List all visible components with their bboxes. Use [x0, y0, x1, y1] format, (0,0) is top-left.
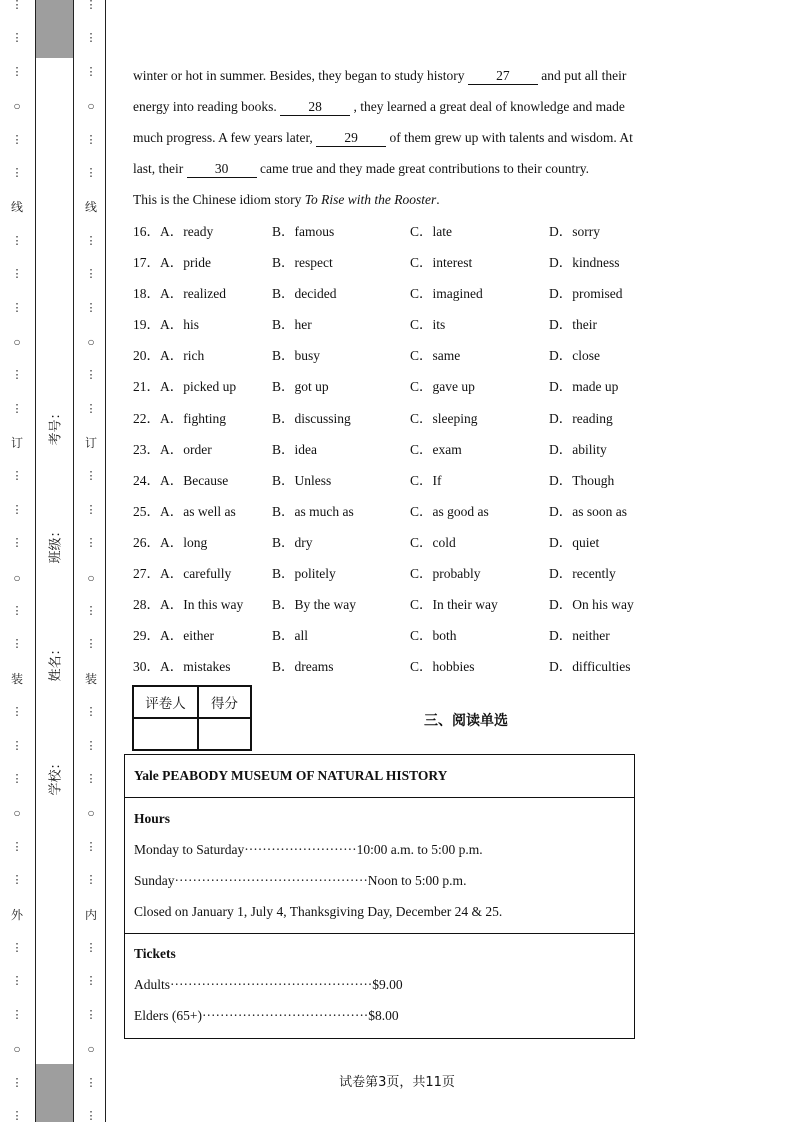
passage-line: last, their 30 came true and they made great contributions to their country.: [133, 161, 590, 176]
option-text: A．pride: [160, 255, 211, 271]
binding-dots: ⋮: [11, 739, 23, 752]
option-text: A．rich: [160, 348, 205, 364]
question-row: [133, 344, 693, 375]
binding-label: 订: [11, 436, 24, 451]
binding-dots: ⋮: [11, 537, 23, 550]
option-a: [133, 531, 207, 555]
option-d: D．recently: [549, 566, 616, 582]
answer-options: [133, 220, 693, 686]
binding-dots: ⋮: [85, 874, 97, 887]
binding-dots: ⋮: [85, 941, 97, 954]
binding-circle: ○: [13, 570, 21, 585]
option-a: [133, 624, 214, 648]
binding-dots: ⋮: [11, 402, 23, 415]
option-c: C．hobbies: [410, 659, 475, 675]
hours-row: Closed on January 1, July 4, Thanksgiving Day, December 24 & 25.: [134, 904, 503, 919]
grader-cell: [133, 718, 198, 750]
binding-dots: ⋮: [11, 234, 23, 247]
option-d: D．their: [549, 317, 597, 333]
binding-dots: ⋮: [85, 537, 97, 550]
question-row: [133, 469, 693, 500]
binding-dots: ⋮: [11, 268, 23, 281]
option-a: [133, 282, 226, 306]
binding-dots: ⋮: [11, 975, 23, 988]
option-b: B．all: [272, 628, 308, 644]
cloze-passage: [133, 64, 663, 219]
idiom-title: To Rise with the Rooster: [304, 192, 437, 207]
passage-line: winter or hot in summer. Besides, they began to study history 27 and put all their: [133, 68, 627, 83]
option-c: C．as good as: [410, 503, 489, 519]
option-d: D．kindness: [549, 255, 620, 271]
binding-circle: ○: [87, 99, 95, 114]
question-number: 22．: [133, 410, 160, 426]
option-d: D．as soon as: [549, 503, 627, 519]
question-number: 23．: [133, 441, 160, 457]
museum-notice: [124, 754, 635, 1039]
option-text: A．long: [160, 534, 208, 550]
binding-dots: ⋮: [11, 772, 23, 785]
grader-label: 评卷人: [133, 686, 198, 718]
option-b: B．as much as: [272, 503, 354, 519]
binding-dots: ⋮: [11, 941, 23, 954]
option-c: C．both: [410, 628, 457, 644]
option-a: [133, 562, 231, 586]
option-b: B．discussing: [272, 410, 351, 426]
option-d: D．quiet: [549, 534, 600, 550]
binding-dots: ⋮: [85, 706, 97, 719]
binding-circle: ○: [13, 334, 21, 349]
option-text: A．fighting: [160, 410, 226, 426]
binding-dots: ⋮: [11, 503, 23, 516]
option-b: B．By the way: [272, 597, 356, 613]
score-label: 得分: [198, 686, 251, 718]
binding-dots: ⋮: [11, 840, 23, 853]
binding-dots: ⋮: [85, 268, 97, 281]
binding-strip-top-shade: [35, 0, 74, 58]
option-d: D．promised: [549, 286, 623, 302]
option-text: A．mistakes: [160, 659, 231, 675]
binding-label: 订: [85, 436, 98, 451]
option-text: A．order: [160, 441, 212, 457]
score-box: [132, 685, 252, 751]
inner-binding-dots: [85, 0, 98, 1122]
option-b: B．busy: [272, 348, 321, 364]
option-d: D．difficulties: [549, 659, 631, 675]
binding-dots: ⋮: [85, 470, 97, 483]
blank-29: 29: [316, 130, 386, 147]
question-number: 18．: [133, 286, 160, 302]
binding-dots: ⋮: [11, 0, 23, 11]
binding-dots: ⋮: [11, 166, 23, 179]
binding-circle: ○: [87, 1042, 95, 1057]
name-field: 姓名：: [48, 642, 64, 682]
hours-section: [125, 798, 634, 934]
binding-dots: ⋮: [85, 32, 97, 45]
exam-number-field: 考号：: [48, 406, 64, 446]
binding-dots: ⋮: [85, 234, 97, 247]
binding-label: 外: [11, 907, 24, 922]
option-d: D．ability: [549, 441, 607, 457]
museum-name: Yale PEABODY MUSEUM OF NATURAL HISTORY: [125, 755, 634, 798]
binding-circle: ○: [87, 334, 95, 349]
binding-dots: ⋮: [11, 133, 23, 146]
binding-label: 线: [11, 200, 24, 215]
binding-dots: ⋮: [85, 65, 97, 78]
ticket-row: Adults·············································$9.00: [134, 977, 403, 992]
binding-dots: ⋮: [85, 1109, 97, 1122]
tickets-label: Tickets: [134, 946, 176, 961]
option-a: [133, 500, 236, 524]
binding-label: 线: [85, 200, 98, 215]
option-b: B．idea: [272, 441, 317, 457]
binding-dots: ⋮: [11, 369, 23, 382]
binding-dots: ⋮: [85, 133, 97, 146]
binding-dots: ⋮: [11, 1109, 23, 1122]
section-title: 三、阅读单选: [424, 713, 508, 729]
hours-label: Hours: [134, 811, 171, 826]
question-number: 17．: [133, 255, 160, 271]
binding-dots: ⋮: [11, 32, 23, 45]
option-c: C．sleeping: [410, 410, 478, 426]
option-text: A．ready: [160, 224, 214, 239]
option-c: C．probably: [410, 566, 481, 582]
blank-30: 30: [187, 161, 257, 178]
ticket-row: Elders (65+)·····································$8.00: [134, 1008, 399, 1023]
option-d: D．sorry: [549, 224, 600, 239]
option-text: A．Because: [160, 472, 229, 488]
binding-dots: ⋮: [11, 1008, 23, 1021]
binding-dots: ⋮: [85, 739, 97, 752]
option-text: A．his: [160, 317, 200, 333]
outer-binding-dots: [11, 0, 24, 1122]
binding-dots: ⋮: [85, 840, 97, 853]
binding-dots: ⋮: [85, 301, 97, 314]
binding-dots: ⋮: [11, 301, 23, 314]
option-a: [133, 313, 199, 337]
question-number: 30．: [133, 659, 160, 675]
binding-dots: ⋮: [11, 638, 23, 651]
question-row: [133, 251, 693, 282]
binding-circle: ○: [13, 99, 21, 114]
option-text: A．as well as: [160, 503, 236, 519]
question-row: [133, 407, 693, 438]
option-c: C．cold: [410, 534, 456, 550]
option-b: B．famous: [272, 224, 335, 239]
option-a: [133, 220, 213, 244]
binding-dots: ⋮: [85, 503, 97, 516]
question-row: [133, 624, 693, 655]
binding-line: [105, 0, 106, 1122]
option-c: C．gave up: [410, 379, 475, 395]
option-d: D．Though: [549, 472, 615, 488]
option-c: C．its: [410, 317, 446, 333]
question-row: [133, 500, 693, 531]
question-row: [133, 531, 693, 562]
binding-dots: ⋮: [85, 0, 97, 11]
option-d: D．close: [549, 348, 600, 364]
option-b: B．got up: [272, 379, 329, 395]
option-a: [133, 655, 231, 679]
question-row: [133, 562, 693, 593]
option-a: [133, 469, 228, 493]
binding-dots: ⋮: [11, 605, 23, 618]
option-b: B．dry: [272, 534, 313, 550]
binding-dots: ⋮: [11, 65, 23, 78]
option-text: A．In this way: [160, 597, 244, 613]
question-row: [133, 282, 693, 313]
option-a: [133, 251, 211, 275]
option-a: [133, 438, 212, 462]
blank-27: 27: [468, 68, 538, 85]
binding-dots: ⋮: [11, 874, 23, 887]
option-c: C．imagined: [410, 286, 483, 302]
binding-dots: ⋮: [85, 1008, 97, 1021]
option-b: B．politely: [272, 566, 336, 582]
binding-dots: ⋮: [85, 772, 97, 785]
question-number: 29．: [133, 628, 160, 644]
binding-dots: ⋮: [11, 470, 23, 483]
binding-circle: ○: [13, 1042, 21, 1057]
binding-dots: ⋮: [85, 638, 97, 651]
tickets-section: [125, 934, 634, 1038]
option-d: D．made up: [549, 379, 619, 395]
binding-dots: ⋮: [11, 706, 23, 719]
passage-line: much progress. A few years later, 29 of them grew up with talents and wisdom. At: [133, 130, 633, 145]
passage-line: energy into reading books. 28 , they learned a great deal of knowledge and made: [133, 99, 625, 114]
question-row: [133, 655, 693, 686]
passage-line: This is the Chinese idiom story To Rise with the Rooster.: [133, 192, 440, 207]
blank-28: 28: [280, 99, 350, 116]
option-c: C．interest: [410, 255, 473, 271]
question-number: 16．: [133, 224, 160, 239]
binding-circle: ○: [87, 570, 95, 585]
option-b: B．dreams: [272, 659, 334, 675]
option-b: B．Unless: [272, 472, 332, 488]
binding-circle: ○: [87, 806, 95, 821]
question-row: [133, 593, 693, 624]
option-d: D．On his way: [549, 597, 634, 613]
binding-dots: ⋮: [85, 402, 97, 415]
page-footer: 试卷第3页，共11页: [339, 1075, 455, 1090]
question-number: 28．: [133, 597, 160, 613]
school-field: 学校：: [48, 756, 64, 796]
binding-label: 装: [85, 671, 98, 686]
question-number: 27．: [133, 566, 160, 582]
hours-row: Sunday···········································Noon to 5:00 p.m.: [134, 873, 467, 888]
question-number: 21．: [133, 379, 160, 395]
option-text: A．realized: [160, 286, 226, 302]
option-d: D．reading: [549, 410, 613, 426]
binding-circle: ○: [13, 806, 21, 821]
question-number: 19．: [133, 317, 160, 333]
question-row: [133, 375, 693, 406]
option-b: B．respect: [272, 255, 333, 271]
option-d: D．neither: [549, 628, 610, 644]
option-text: A．either: [160, 628, 214, 644]
option-a: [133, 344, 204, 368]
question-number: 25．: [133, 503, 160, 519]
option-a: [133, 593, 243, 617]
question-number: 24．: [133, 472, 160, 488]
option-a: [133, 375, 236, 399]
question-number: 20．: [133, 348, 160, 364]
hours-row: Monday to Saturday·························10:00 a.m. to 5:00 p.m.: [134, 842, 483, 857]
option-b: B．her: [272, 317, 312, 333]
binding-dots: ⋮: [85, 605, 97, 618]
class-field: 班级：: [48, 524, 64, 564]
score-cell: [198, 718, 251, 750]
option-a: [133, 407, 226, 431]
option-c: C．In their way: [410, 597, 498, 613]
binding-label: 装: [11, 671, 24, 686]
option-c: C．late: [410, 224, 452, 239]
question-row: [133, 313, 693, 344]
question-row: [133, 438, 693, 469]
option-text: A．carefully: [160, 566, 232, 582]
binding-dots: ⋮: [85, 1076, 97, 1089]
question-number: 26．: [133, 534, 160, 550]
binding-dots: ⋮: [85, 369, 97, 382]
binding-dots: ⋮: [85, 975, 97, 988]
binding-dots: ⋮: [11, 1076, 23, 1089]
option-text: A．picked up: [160, 379, 237, 395]
binding-label: 内: [85, 907, 98, 922]
option-b: B．decided: [272, 286, 337, 302]
option-c: C．exam: [410, 441, 462, 457]
question-row: [133, 220, 693, 251]
option-c: C．same: [410, 348, 461, 364]
binding-dots: ⋮: [85, 166, 97, 179]
option-c: C．If: [410, 472, 442, 488]
